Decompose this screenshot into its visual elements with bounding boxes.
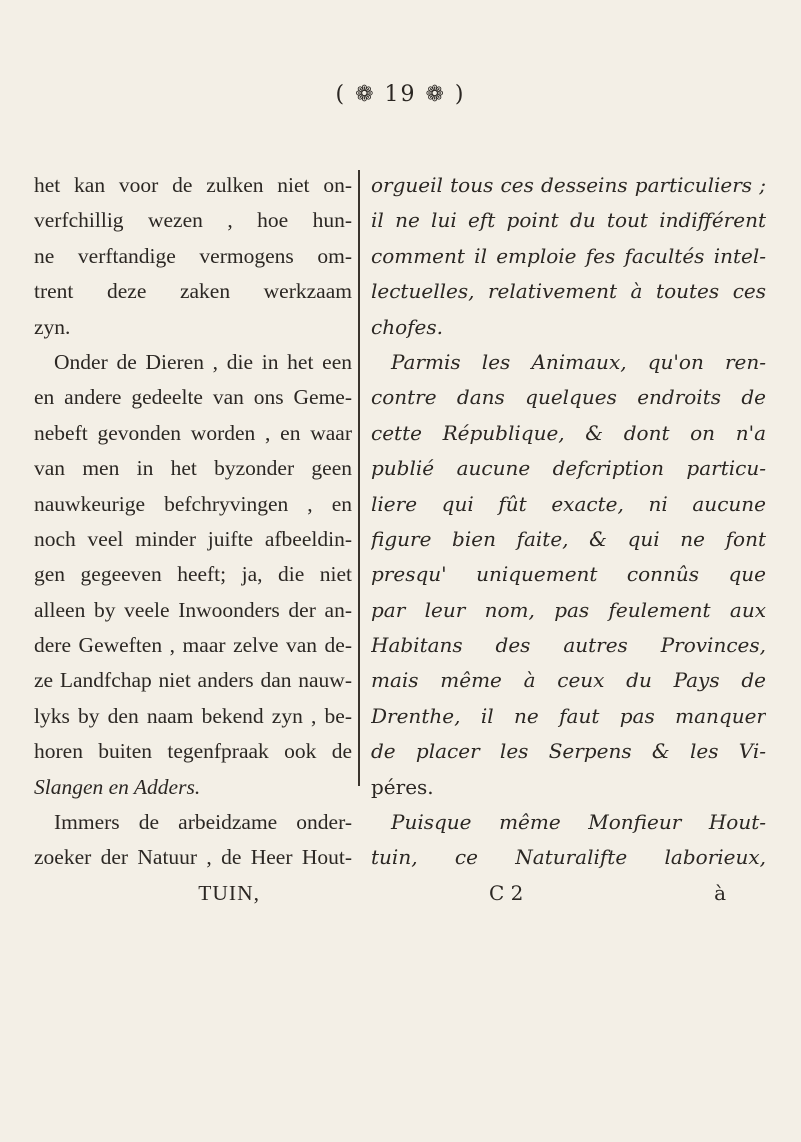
text-line: Immers de arbeidzame onder-: [54, 810, 352, 835]
signature-mark: C 2: [489, 880, 524, 905]
text-line: Slangen en Adders.: [34, 774, 201, 799]
text-line: mais même à ceux du Pays de: [371, 668, 766, 693]
text-line: dere Geweften , maar zelve van de-: [34, 633, 352, 658]
text-line: lyks by den naam bekend zyn , be-: [34, 703, 352, 728]
text-line: liere qui fût exacte, ni aucune: [371, 491, 766, 516]
text-line: péres.: [371, 774, 434, 799]
text-line: cette République, & dont on n'a: [371, 420, 766, 445]
text-line: Habitans des autres Provinces,: [371, 633, 766, 658]
text-line: comment il emploie fes facultés intel-: [371, 243, 766, 268]
page-number-header: ( ❁ 19 ❁ ): [335, 82, 466, 107]
text-line: van men in het byzonder geen: [34, 456, 352, 481]
text-line: ze Landfchap niet anders dan nauw-: [34, 668, 352, 693]
text-line: chofes.: [371, 314, 443, 339]
catchword: à: [714, 880, 726, 905]
text-line: tuin, ce Naturalifte laborieux,: [371, 845, 766, 870]
text-line: ne verftandige vermogens om-: [34, 243, 352, 268]
text-line: Onder de Dieren , die in het een: [54, 349, 352, 374]
column-divider: [358, 170, 360, 786]
catchword: TUIN,: [198, 880, 260, 905]
text-line: trent deze zaken werkzaam: [34, 279, 352, 304]
text-line: contre dans quelques endroits de: [371, 385, 766, 410]
text-line: zoeker der Natuur , de Heer Hout-: [34, 845, 352, 870]
text-line: de placer les Serpens & les Vi-: [371, 739, 766, 764]
text-line: nauwkeurige befchryvingen , en: [34, 491, 352, 516]
french-text-column: [371, 168, 766, 911]
text-line: horen buiten tegenfpraak ook de: [34, 739, 352, 764]
dutch-text-column: [34, 168, 352, 911]
text-line: zyn.: [34, 314, 71, 339]
text-line: Puisque même Monfieur Hout-: [391, 810, 766, 835]
text-line: en andere gedeelte van ons Geme-: [34, 385, 352, 410]
text-line: Parmis les Animaux, qu'on ren-: [391, 349, 766, 374]
text-line: nebeft gevonden worden , en waar: [34, 420, 352, 445]
text-line: noch veel minder juifte afbeeldin-: [34, 526, 352, 551]
text-line: figure bien faite, & qui ne font: [371, 526, 766, 551]
text-line: il ne lui eft point du tout indifférent: [371, 208, 766, 233]
text-line: orgueil tous ces desseins particuliers ;: [371, 173, 766, 197]
signature-line: [371, 876, 766, 911]
text-line: alleen by veele Inwoonders der an-: [34, 597, 352, 622]
text-line: het kan voor de zulken niet on-: [34, 173, 352, 197]
text-line: Drenthe, il ne faut pas manquer: [371, 703, 766, 728]
text-line: lectuelles, relativement à toutes ces: [371, 279, 766, 304]
text-line: verfchillig wezen , hoe hun-: [34, 208, 352, 233]
text-line: presqu' uniquement connûs que: [371, 562, 766, 587]
text-line: gen gegeeven heeft; ja, die niet: [34, 562, 352, 587]
text-line: par leur nom, pas feulement aux: [371, 597, 766, 622]
text-line: publié aucune defcription particu-: [371, 456, 766, 481]
